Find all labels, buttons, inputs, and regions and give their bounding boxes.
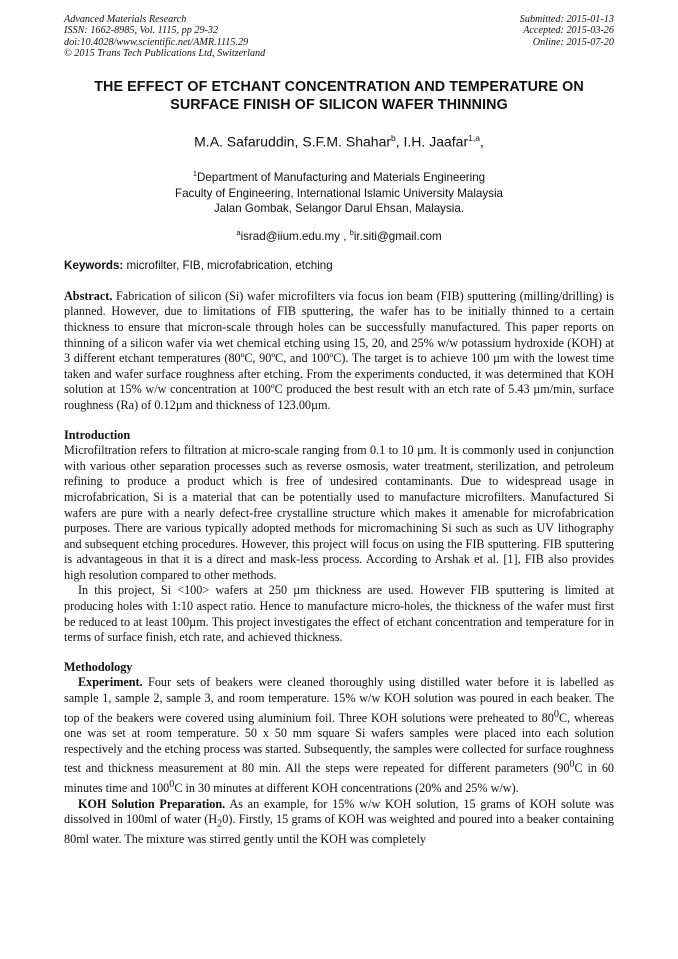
- author-2: S.F.M. Shahar: [302, 133, 392, 150]
- email-b-marker: b: [349, 227, 354, 237]
- affiliation-line-3: Jalan Gombak, Selangor Darul Ehsan, Malaysia.: [213, 202, 465, 216]
- email-separator: ,: [339, 229, 350, 243]
- introduction-paragraph-2: In this project, Si <100> wafers at 250 µm thickness are used. However FIB sputtering is limited at producing holes with 1:10 aspect ratio. Hence to manufacture micro-holes, the thickness of the wafer must first be reduced to at least 100µm. This project investigates the effect of etchant concentration and temperature for in terms of surface finish, etch rate, and achieved thickness.: [64, 583, 614, 645]
- methodology-heading: Methodology: [64, 659, 133, 674]
- introduction-paragraph-1: Microfiltration refers to filtration at micro-scale ranging from 0.1 to 10 µm. It is commonly used in conjunction with various other separation processes such as reverse osmosis, water treatment, sterilization, and petroleum refining to produce a product which is free of undesired contaminants. Due to widespread usage in microfabrication, Si is a material that can be potentially used to manufacture microfilters. Manufactured Si wafers are pure with a nearly defect-free crystalline structure which makes it amenable for microfabrication purposes. There are various typically adopted methods for micromachining Si such as such as UV lithography and subsequent etching procedures. However, this project will focus on using the FIB sputtering. FIB sputtering is advantageous in that it is a direct and mask-less process. According to Arshak et al. [1], FIB also provides high resolution compared to other methods.: [64, 443, 614, 582]
- title-line-2: SURFACE FINISH OF SILICON WAFER THINNING: [170, 96, 508, 113]
- author-3-marker: 1,a: [468, 132, 480, 143]
- experiment-paragraph: Experiment. Four sets of beakers were cleaned thoroughly using distilled water before it is labelled as sample 1, sample 2, sample 3, and room temperature. 15% w/w KOH solution was poured in each beaker. The top of the beakers were covered using aluminium foil. Three KOH solutions were preheated to $80^0C$, whereas one was set at room temperature. 50 x 50 mm square Si wafers samples were placed into each solution respectively and the etching process was started. Subsequently, the samples were collected for surface roughness test and thickness measurement at 80 min. All the steps were repeated for different parameters ($90^0C$ in 60 minutes time and $100^0C$ in 30 minutes at different KOH concentrations (20% and 25% w/w).: [64, 675, 615, 796]
- author-list: [64, 133, 614, 150]
- email-a: israd@iium.edu.my: [240, 229, 340, 243]
- title-line-1: THE EFFECT OF ETCHANT CONCENTRATION AND TEMPERATURE ON: [94, 78, 584, 95]
- author-list-tail: ,: [479, 133, 484, 150]
- abstract-paragraph: [64, 289, 614, 414]
- date-submitted: Submitted: 2015-01-13: [519, 14, 614, 25]
- affiliation-line-2: Faculty of Engineering, International Islamic University Malaysia: [175, 186, 503, 200]
- date-online: Online: 2015-07-20: [532, 36, 614, 48]
- author-emails: [64, 228, 614, 243]
- abstract-label: Abstract.: [64, 288, 113, 303]
- journal-header: [64, 14, 614, 60]
- author-separator: ,: [395, 133, 404, 150]
- journal-copyright: © 2015 Trans Tech Publications Ltd, Switzerland: [64, 48, 266, 60]
- date-accepted: Accepted: 2015-03-26: [523, 25, 614, 37]
- paper-title: [64, 78, 614, 114]
- introduction-heading: Introduction: [64, 427, 131, 442]
- keywords: [64, 259, 614, 272]
- author-2-marker: b: [391, 132, 396, 143]
- author-1: M.A. Safaruddin,: [194, 133, 303, 150]
- koh-preparation-paragraph: KOH Solution Preparation. As an example, for 15% w/w KOH solution, 15 grams of KOH solute was dissolved in 100ml of water $(H_20)$. Firstly, 15 grams of KOH was weighted and poured into a beaker containing 80ml water. The mixture was stirred gently until the KOH was completely: [64, 796, 614, 847]
- email-b: ir.siti@gmail.com: [353, 229, 442, 243]
- journal-name: Advanced Materials Research: [64, 14, 187, 25]
- affiliation-line-1: $^1$Department of Manufacturing and Materials Engineering: [192, 169, 486, 185]
- journal-info: [64, 14, 265, 60]
- koh-preparation-label: KOH Solution Preparation.: [78, 796, 226, 811]
- abstract-text: Fabrication of silicon (Si) wafer microfilters via focus ion beam (FIB) sputtering (milling/drilling) is planned. However, due to limitations of FIB sputtering, the wafer has to be initially thinned to a certain thickness to ensure that micron-scale through holes can be successfully manufactured. This paper reports on thinning of a silicon wafer via wet chemical etching using 15, 20, and 25% w/w potassium hydroxide (KOH) at 3 different etchant temperatures (80ºC, 90ºC, and 100ºC). The target is to achieve 100 µm with the lowest time taken and wafer surface roughness after etching. From the experiments conducted, it was determined that KOH solution at 15% w/w concentration at 100ºC produced the best result with an etch rate of 5.43 µm/min, surface roughness (Ra) of 0.12µm and thickness of 123.00µm.: [64, 288, 614, 412]
- keywords-label: Keywords:: [64, 258, 124, 272]
- affiliation-marker: 1: [192, 169, 198, 179]
- email-a-marker: a: [236, 227, 241, 237]
- keywords-text: microfilter, FIB, microfabrication, etching: [123, 258, 333, 272]
- journal-doi: doi:10.4028/www.scientific.net/AMR.1115.29: [64, 36, 249, 48]
- journal-issn: ISSN: 1662-8985, Vol. 1115, pp 29-32: [64, 25, 219, 37]
- author-3: I.H. Jaafar: [403, 133, 469, 150]
- publication-dates: [520, 14, 614, 60]
- affiliation: [64, 166, 614, 217]
- experiment-label: Experiment.: [78, 675, 143, 690]
